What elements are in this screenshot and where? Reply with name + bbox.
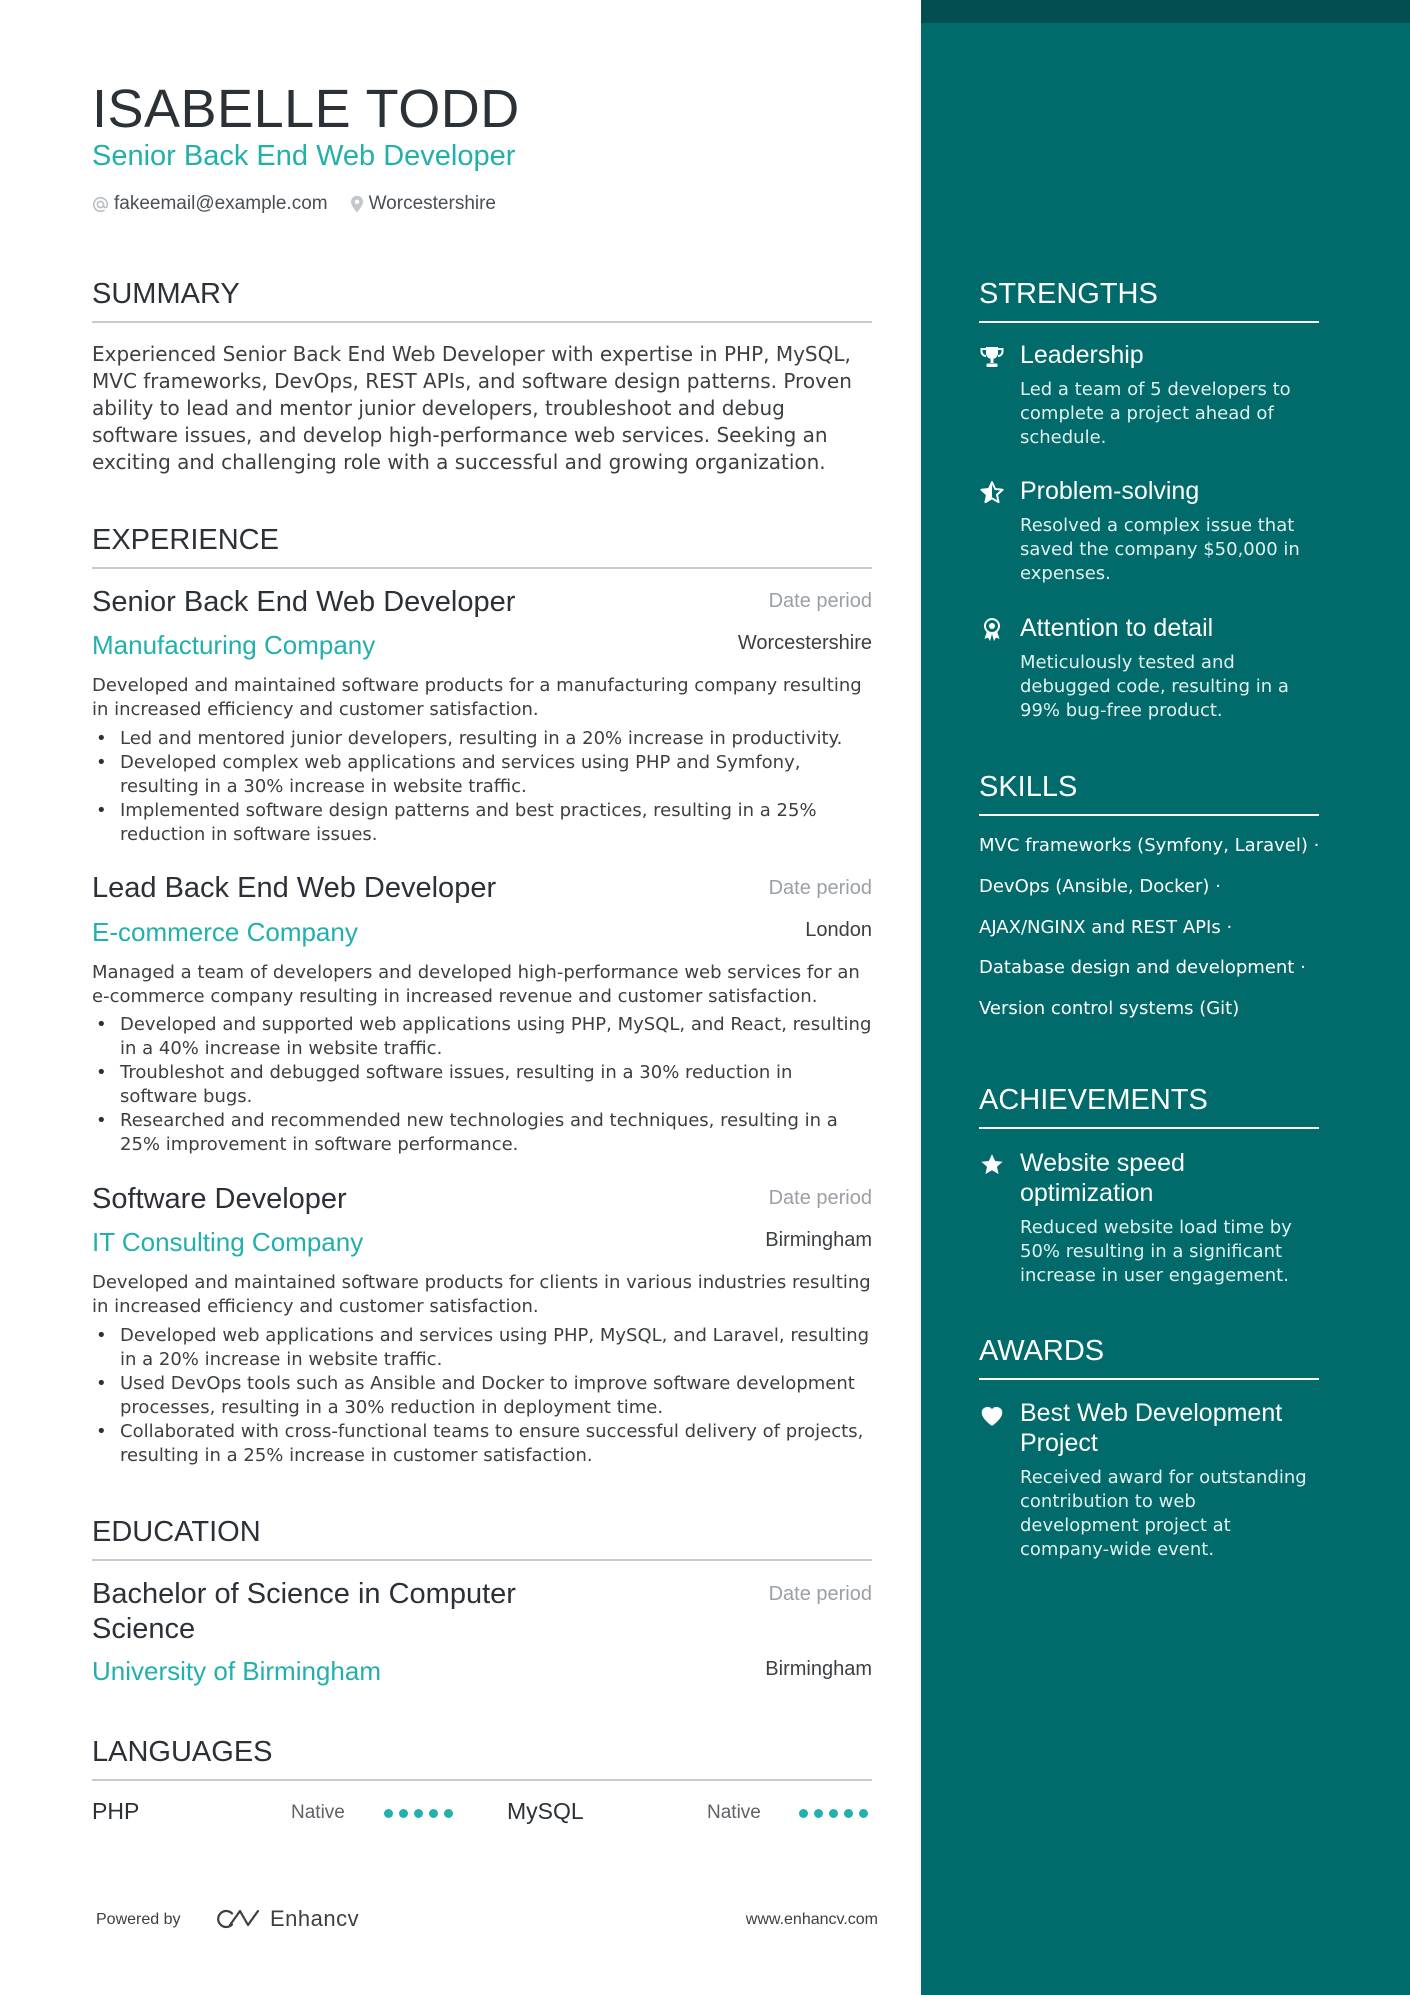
website-link[interactable]: www.enhancv.com (745, 1911, 878, 1928)
star-icon (979, 1152, 1005, 1178)
strength-title: Problem-solving (1020, 477, 1200, 505)
star-half-icon (979, 480, 1005, 506)
rating-dot (384, 1809, 393, 1818)
language-level: Native (291, 1802, 345, 1823)
job-title: Software Developer (92, 1183, 347, 1215)
languages-row (92, 1798, 872, 1830)
job-description: Developed and maintained software products for clients in various industries resulting in increased efficiency and customer satisfaction. (92, 1272, 871, 1317)
rating-dot (444, 1809, 453, 1818)
powered-by-label: Powered by (96, 1911, 181, 1928)
language-name: MySQL (507, 1798, 584, 1824)
skill-item: DevOps (Ansible, Docker) · (979, 876, 1221, 897)
job-location: Worcestershire (737, 632, 872, 654)
list-item: • Troubleshot and debugged software issues, resulting in a 30% reduction in software bugs. (92, 1061, 872, 1109)
rating-dot (399, 1809, 408, 1818)
awards-heading: AWARDS (979, 1335, 1319, 1380)
achievements-heading: ACHIEVEMENTS (979, 1084, 1319, 1129)
achievement-text: Reduced website load time by 50% resulting in a significant increase in user engagement. (1020, 1217, 1292, 1286)
job-location: Birmingham (765, 1229, 872, 1251)
skills-heading: SKILLS (979, 771, 1319, 816)
job-date: Date period (768, 877, 872, 899)
languages-heading: LANGUAGES (92, 1736, 872, 1781)
education-degree: Bachelor of Science in Computer Science (92, 1578, 516, 1645)
skill-item: Version control systems (Git) (979, 998, 1240, 1019)
job-company: IT Consulting Company (92, 1227, 364, 1257)
job-bullets (92, 1013, 872, 1157)
list-item: • Used DevOps tools such as Ansible and Docker to improve software development processes, resulting in a 30% reduction in deployment time. (92, 1372, 872, 1420)
job-company: E-commerce Company (92, 917, 358, 947)
job-location: London (805, 919, 872, 941)
award-text: Received award for outstanding contribution to web development project at company-wide event. (1020, 1467, 1307, 1560)
job-company: Manufacturing Company (92, 630, 376, 660)
list-item: • Developed complex web applications and services using PHP and Symfony, resulting in a 30% increase in website traffic. (92, 751, 872, 799)
education-location: Birmingham (765, 1658, 872, 1680)
achievement-title: Website speed optimization (1020, 1149, 1185, 1207)
skill-item: MVC frameworks (Symfony, Laravel) · (979, 835, 1320, 856)
job-title: Lead Back End Web Developer (92, 872, 497, 904)
list-item: • Developed web applications and services using PHP, MySQL, and Laravel, resulting in a 20% increase in website traffic. (92, 1324, 872, 1372)
job-date: Date period (768, 590, 872, 612)
award-title: Best Web Development Project (1020, 1399, 1283, 1457)
list-item: • Collaborated with cross-functional teams to ensure successful delivery of projects, resulting in a 25% increase in customer satisfaction. (92, 1420, 872, 1468)
enhancv-logo[interactable] (216, 1906, 359, 1932)
experience-heading: EXPERIENCE (92, 524, 872, 569)
education-school: University of Birmingham (92, 1656, 381, 1686)
sidebar-top-bar (921, 0, 1410, 23)
job-bullets (92, 727, 872, 847)
language-rating (799, 1809, 868, 1818)
enhancv-logo-icon (216, 1907, 262, 1931)
job-description: Developed and maintained software products for a manufacturing company resulting in increased efficiency and customer satisfaction. (92, 675, 862, 720)
footer (96, 1906, 878, 1936)
strength-text: Resolved a complex issue that saved the company $50,000 in expenses. (1020, 515, 1300, 584)
contact-email[interactable]: fakeemail@example.com (114, 193, 328, 214)
job-date: Date period (768, 1187, 872, 1209)
education-heading: EDUCATION (92, 1516, 872, 1561)
list-item: • Developed and supported web applications using PHP, MySQL, and React, resulting in a 40% increase in website traffic. (92, 1013, 872, 1061)
location-pin-icon (350, 195, 364, 213)
rating-dot (799, 1809, 808, 1818)
rating-dot (429, 1809, 438, 1818)
award-ribbon-icon (979, 617, 1005, 643)
strength-text: Meticulously tested and debugged code, resulting in a 99% bug-free product. (1020, 652, 1289, 721)
skill-item: AJAX/NGINX and REST APIs · (979, 917, 1233, 938)
candidate-name: ISABELLE TODD (92, 79, 520, 139)
summary-text: Experienced Senior Back End Web Developer with expertise in PHP, MySQL, MVC frameworks, DevOps, REST APIs, and software design patterns. Proven ability to lead and mentor junior developers, troubleshoot and debug software issues, and develop high-performance web services. Seeking an exciting and challenging role with a successful and growing organization. (92, 342, 852, 474)
education-date: Date period (768, 1583, 872, 1605)
at-icon (92, 196, 109, 213)
candidate-title: Senior Back End Web Developer (92, 140, 516, 172)
job-title: Senior Back End Web Developer (92, 586, 516, 618)
rating-dot (814, 1809, 823, 1818)
job-description: Managed a team of developers and developed high-performance web services for an e-commerce company resulting in increased revenue and customer satisfaction. (92, 962, 860, 1007)
brand-name: Enhancv (270, 1906, 360, 1931)
language-level: Native (707, 1802, 761, 1823)
contact-line (92, 193, 496, 215)
list-item: • Led and mentored junior developers, resulting in a 20% increase in productivity. (92, 727, 872, 751)
job-bullets (92, 1324, 872, 1468)
heart-icon (979, 1402, 1005, 1428)
strength-text: Led a team of 5 developers to complete a project ahead of schedule. (1020, 379, 1291, 448)
trophy-icon (979, 344, 1005, 370)
rating-dot (859, 1809, 868, 1818)
language-name: PHP (92, 1798, 140, 1824)
rating-dot (844, 1809, 853, 1818)
skill-item: Database design and development · (979, 957, 1306, 978)
list-item: • Researched and recommended new technologies and techniques, resulting in a 25% improvement in software performance. (92, 1109, 872, 1157)
rating-dot (829, 1809, 838, 1818)
contact-location: Worcestershire (368, 193, 496, 214)
rating-dot (414, 1809, 423, 1818)
list-item: • Implemented software design patterns and best practices, resulting in a 25% reduction in software issues. (92, 799, 872, 847)
language-rating (384, 1809, 453, 1818)
strength-title: Leadership (1020, 341, 1144, 369)
strengths-heading: STRENGTHS (979, 278, 1319, 323)
strength-title: Attention to detail (1020, 614, 1214, 642)
summary-heading: SUMMARY (92, 278, 872, 323)
